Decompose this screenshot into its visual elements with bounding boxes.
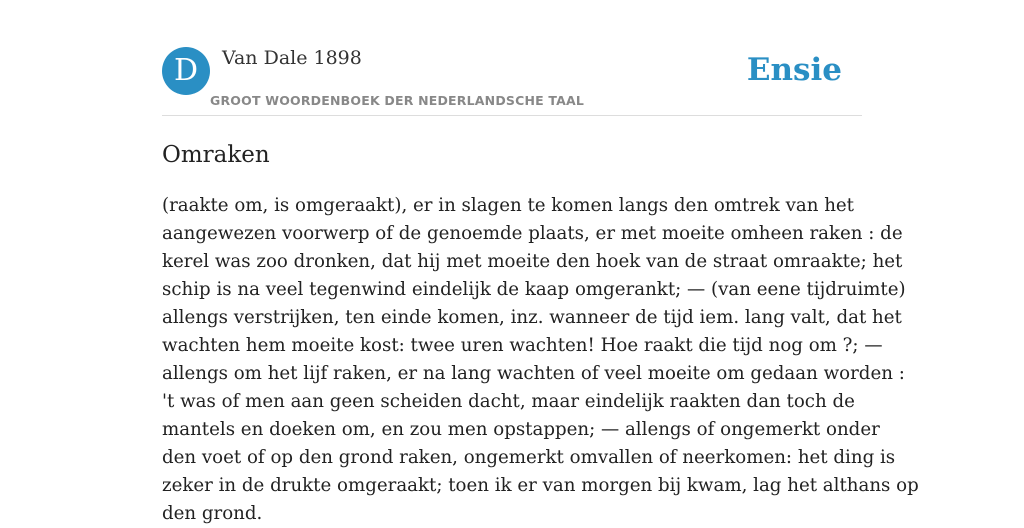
header-divider <box>162 115 862 116</box>
definition-line: aangewezen voorwerp of de genoemde plaats, er met moeite omheen raken : de <box>162 223 903 244</box>
source-title[interactable]: Van Dale 1898 <box>222 47 362 69</box>
definition-line: den grond. <box>162 503 263 524</box>
definition-line: allengs om het lijf raken, er na lang wachten of veel moeite om gedaan worden : <box>162 363 905 384</box>
source-subtitle: GROOT WOORDENBOEK DER NEDERLANDSCHE TAAL <box>210 93 585 108</box>
definition-line: schip is na veel tegenwind eindelijk de kaap omgerankt; — (van eene tijdruimte) <box>162 279 906 300</box>
header <box>162 46 862 116</box>
entry-headword: Omraken <box>162 142 270 168</box>
source-avatar[interactable]: D <box>162 47 210 95</box>
definition-line: kerel was zoo dronken, dat hij met moeite den hoek van de straat omraakte; het <box>162 251 903 272</box>
definition-line: zeker in de drukte omgeraakt; toen ik er van morgen bij kwam, lag het althans op <box>162 475 919 496</box>
brand-logo[interactable]: Ensie <box>746 52 842 88</box>
definition-line: (raakte om, is omgeraakt), er in slagen te komen langs den omtrek van het <box>162 195 854 216</box>
entry-definition <box>162 192 919 528</box>
definition-line: den voet of op den grond raken, ongemerkt omvallen of neerkomen: het ding is <box>162 447 896 468</box>
definition-line: allengs verstrijken, ten einde komen, inz. wanneer de tijd iem. lang valt, dat het <box>162 307 902 328</box>
definition-line: 't was of men aan geen scheiden dacht, maar eindelijk raakten dan toch de <box>162 391 855 412</box>
definition-line: wachten hem moeite kost: twee uren wachten! Hoe raakt die tijd nog om ?; — <box>162 335 883 356</box>
definition-line: mantels en doeken om, en zou men opstappen; — allengs of ongemerkt onder <box>162 419 880 440</box>
